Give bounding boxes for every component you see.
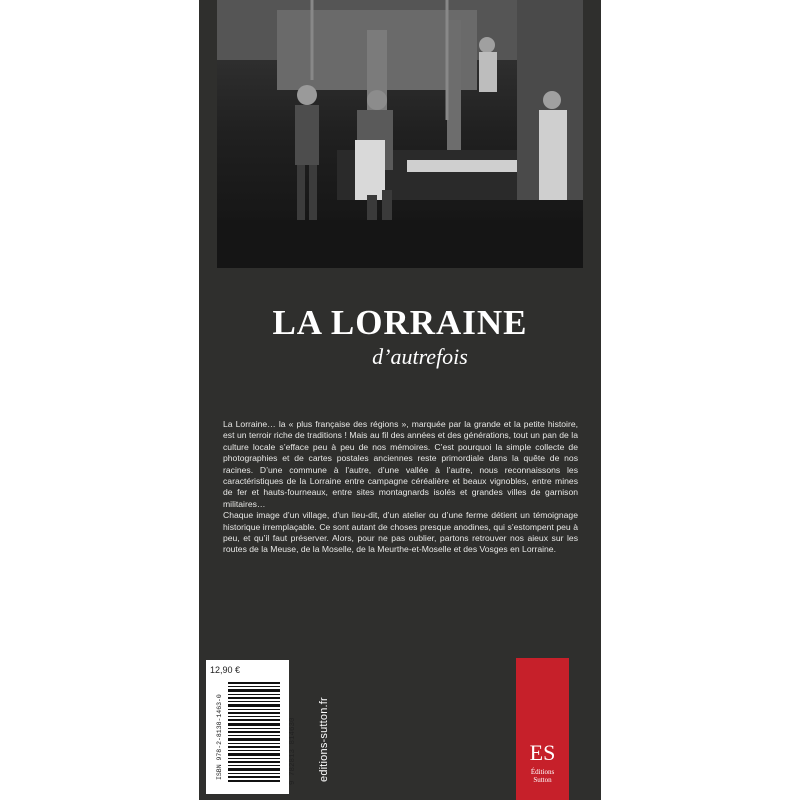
book-back-cover	[199, 0, 601, 800]
publisher-logo-mark: ES	[529, 740, 556, 765]
barcode-panel	[206, 660, 297, 794]
blurb-paragraph: La Lorraine… la « plus française des régions », marquée par la grande et la petite histoire, est un terroir riche de traditions ! Mais au fil des années et des générations, tout un pan de la culture locale s’efface peu à peu de nos mémoires. C’est pourquoi la simple collecte de photographies et de cartes postales anciennes reste primordiale dans la quête de nos racines. D’une commune à l’autre, d’une vallée à l’autre, nous reconnaissons les caractéristiques de la Lorraine entre campagne céréalière et beaux vignobles, entre mines de fer et hauts-fourneaux, entre sites montagnards isolés et grandes villes de garnison militaires…	[223, 419, 578, 509]
publisher-website: editions-sutton.fr	[318, 697, 330, 782]
price-label: 12,90 €	[210, 665, 241, 675]
publisher-logo-line2: Sutton	[533, 776, 552, 784]
photo-illustration	[217, 0, 583, 268]
isbn-digits: 9 782813 814630	[289, 717, 297, 785]
barcode-icon	[228, 682, 280, 782]
back-cover-blurb	[223, 419, 578, 556]
publisher-logo-line1: Éditions	[530, 768, 555, 776]
publisher-logo	[516, 658, 569, 800]
isbn-label: ISBN 978-2-8138-1463-0	[216, 694, 223, 780]
book-subtitle: d’autrefois	[372, 344, 468, 369]
industrial-workers-photo	[217, 0, 583, 268]
book-title: LA LORRAINE	[272, 303, 528, 342]
blurb-paragraph: Chaque image d’un village, d’un lieu-dit, d’un atelier ou d’une ferme détient un témoignage historique irremplaçable. Ce sont autant de choses presque anodines, qui s’estompent peu à peu, et qu’il faut préserver. Alors, pour ne pas oublier, partons retrouver nos aieux sur les routes de la Meuse, de la Moselle, de la Meurthe-et-Moselle et des Vosges en Lorraine.	[223, 510, 578, 555]
